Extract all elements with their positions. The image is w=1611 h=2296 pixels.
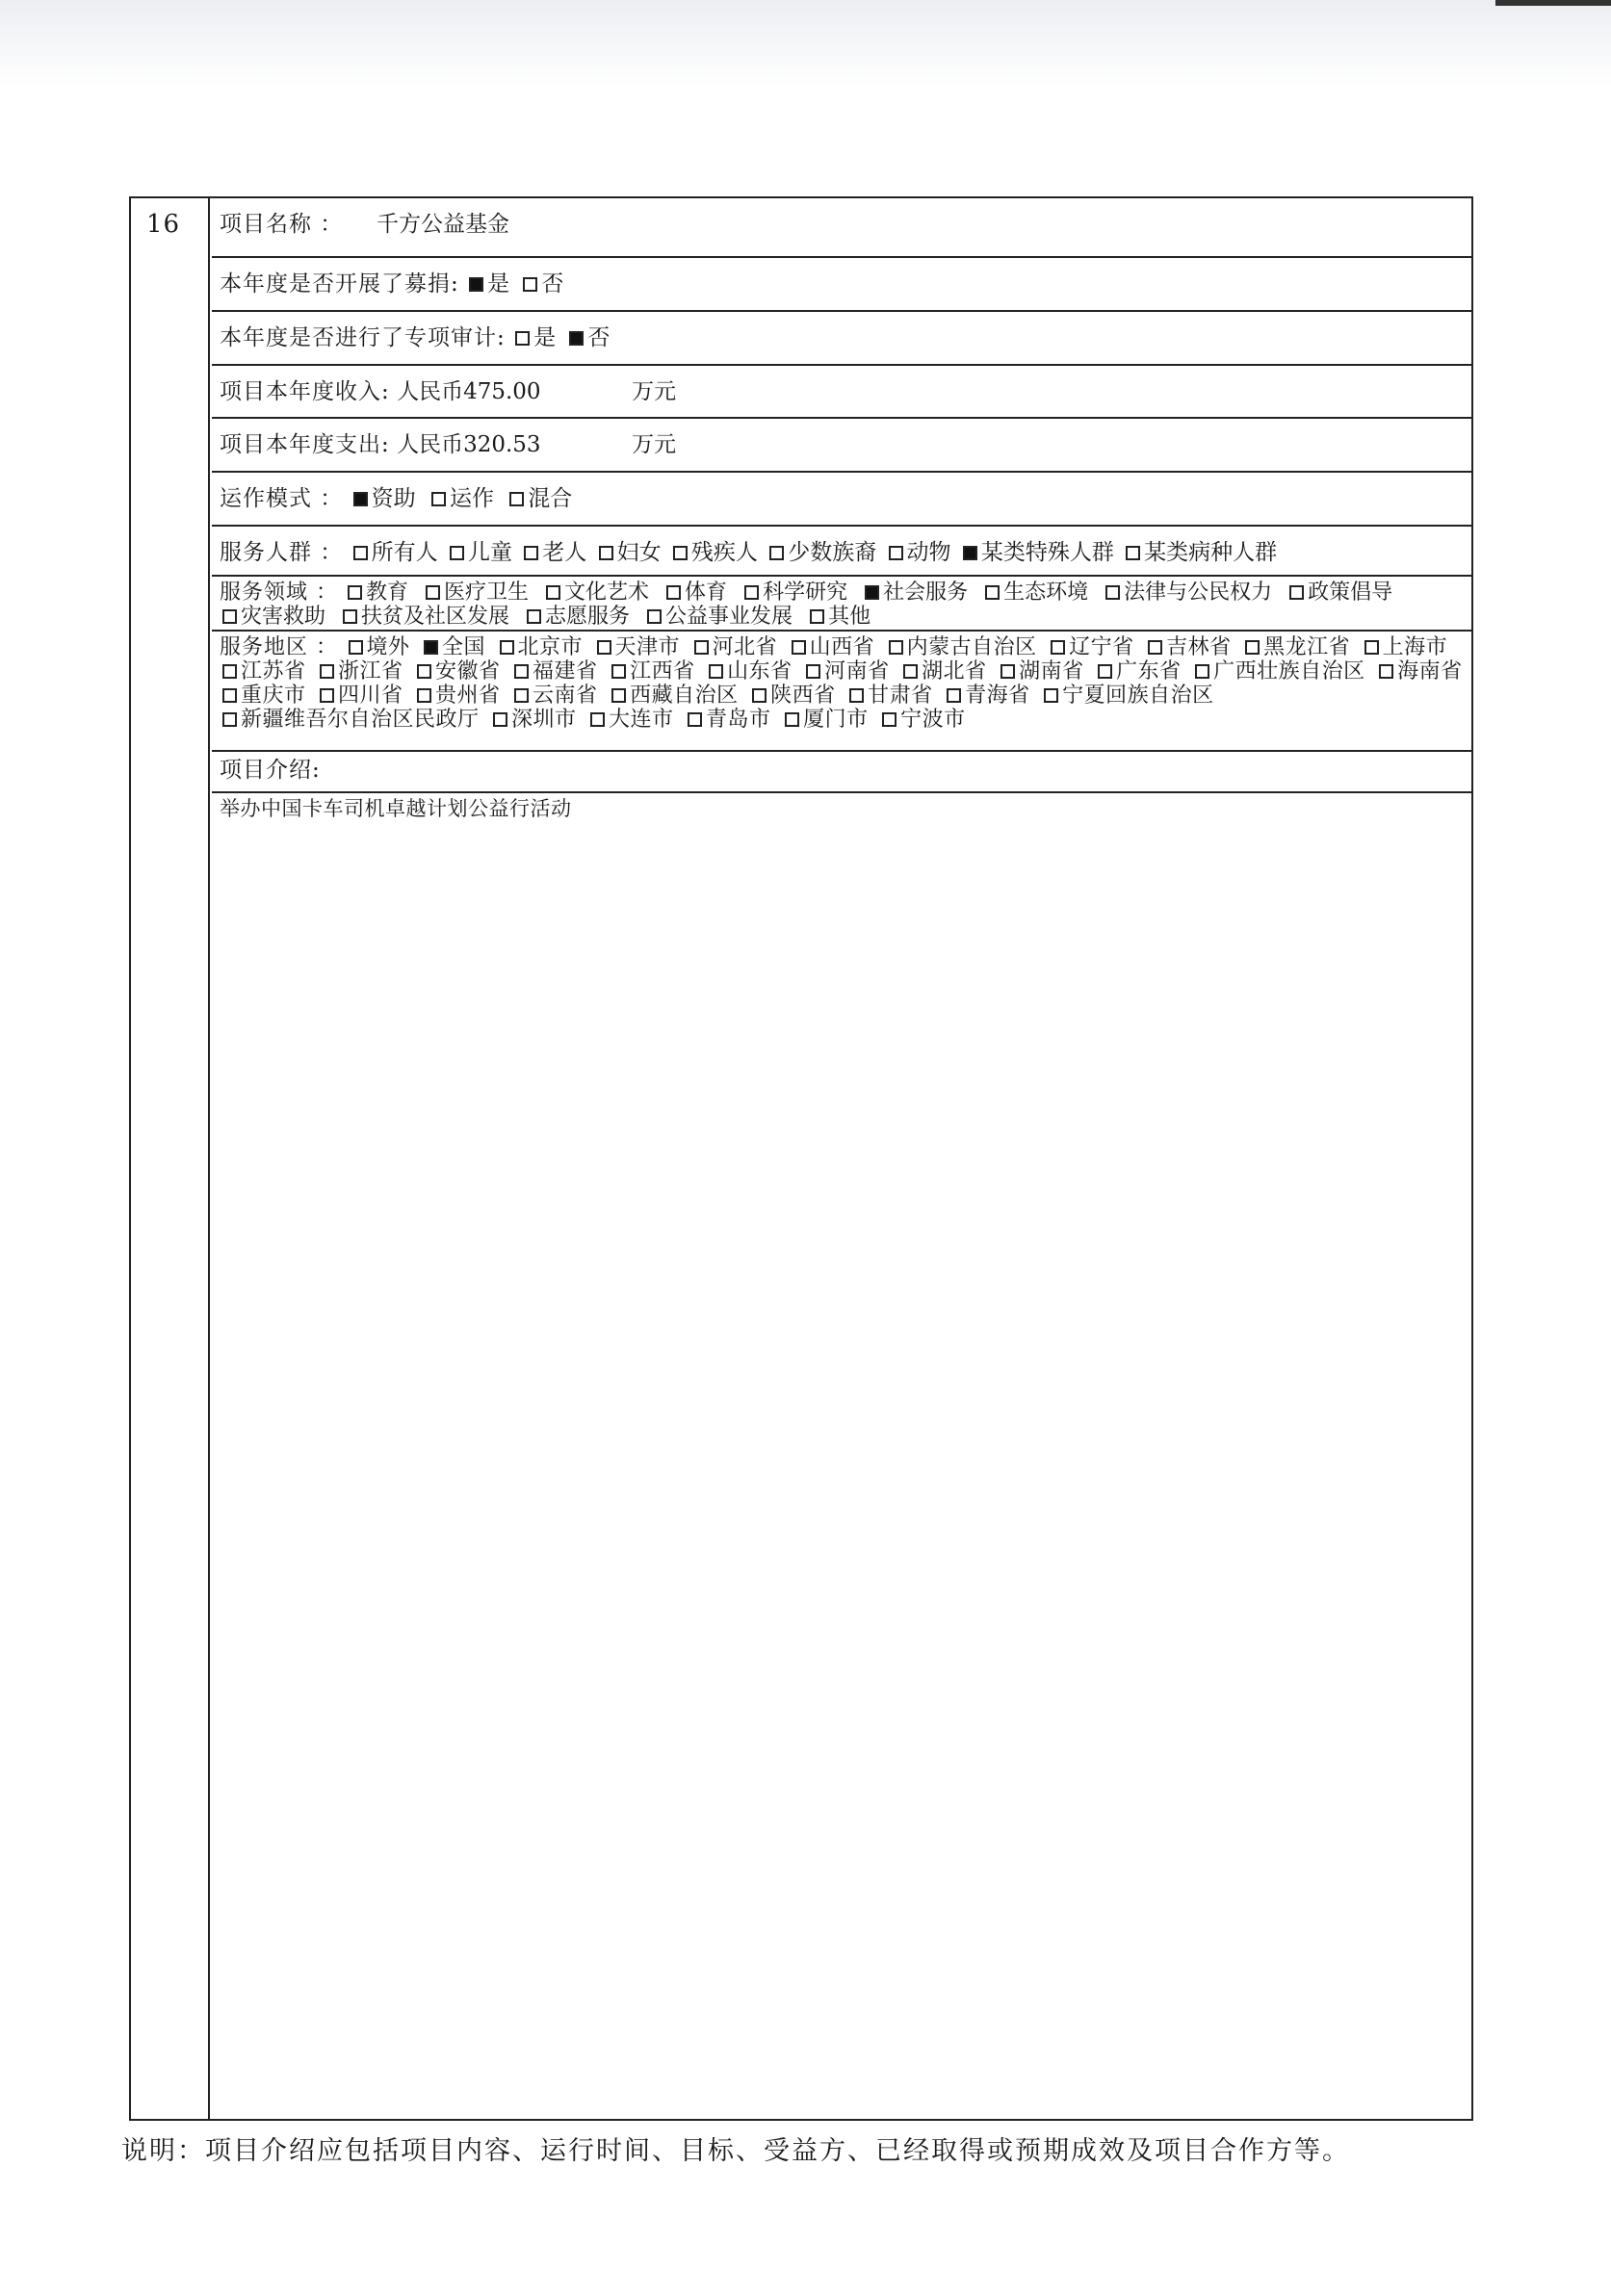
unchecked-box-icon[interactable] [599,546,613,560]
service-area-option[interactable] [511,684,598,708]
option-label: 全国 [442,635,486,659]
service-population-option[interactable] [521,540,586,565]
service-field-option[interactable] [543,580,649,605]
option-label: 安徽省 [435,659,501,684]
audit-options [512,325,613,350]
option-label: 大连市 [609,708,674,732]
audit-option[interactable] [566,325,610,350]
unchecked-box-icon[interactable] [590,712,605,727]
fundraising-label: 本年度是否开展了募捐: [220,271,459,297]
checked-box-icon[interactable] [424,640,438,655]
service-population-option[interactable] [596,540,662,565]
service-area-option[interactable] [1145,635,1232,659]
income-label: 项目本年度收入: [220,379,390,404]
unchecked-box-icon[interactable] [514,688,529,703]
unchecked-box-icon[interactable] [1105,585,1120,600]
service-area-option[interactable] [220,708,480,732]
service-area-option[interactable] [220,684,306,708]
unchecked-box-icon[interactable] [1044,688,1058,703]
option-label: 社会服务 [883,580,969,605]
checked-box-icon[interactable] [963,546,977,560]
unchecked-box-icon[interactable] [1126,546,1140,560]
option-label: 宁波市 [900,708,966,732]
service-area-option[interactable] [317,659,403,684]
service-area-option[interactable] [317,684,403,708]
unchecked-box-icon[interactable] [417,688,431,703]
checked-box-icon[interactable] [469,277,483,292]
unchecked-box-icon[interactable] [500,640,514,655]
option-label: 西藏自治区 [630,684,739,708]
unchecked-box-icon[interactable] [509,492,524,506]
service-area-option[interactable] [900,659,987,684]
option-label: 天津市 [614,635,681,659]
unchecked-box-icon[interactable] [320,688,334,703]
option-label: 教育 [366,580,409,605]
service-population-option[interactable] [447,540,512,565]
unchecked-box-icon[interactable] [1000,664,1015,679]
service-area-option[interactable] [1048,635,1134,659]
service-area-option[interactable] [1192,659,1365,684]
option-label: 河北省 [712,635,778,659]
option-label: 文化艺术 [564,580,650,605]
service-field-option[interactable] [524,605,630,629]
fundraising-options [466,271,567,297]
service-population-option[interactable] [670,540,758,565]
option-label: 公益事业发展 [665,605,793,629]
audit-option[interactable] [512,325,556,350]
option-label: 贵州省 [435,684,501,708]
income-currency: 人民币 [397,379,464,404]
unchecked-box-icon[interactable] [222,712,237,727]
service-area-option[interactable] [944,684,1030,708]
service-area-option[interactable] [414,684,501,708]
service-area-option[interactable] [1362,635,1448,659]
unchecked-box-icon[interactable] [1379,664,1393,679]
unchecked-box-icon[interactable] [611,688,626,703]
service-population-option[interactable] [960,540,1114,565]
option-label: 所有人 [371,540,438,565]
service-population-option[interactable] [1123,540,1277,565]
service-area-option[interactable] [998,659,1084,684]
option-label: 某类特殊人群 [980,540,1114,565]
unchecked-box-icon[interactable] [222,609,237,624]
row-expense [212,419,1471,473]
option-label: 志愿服务 [545,605,631,629]
row-service-field [212,577,1471,632]
service-area-option[interactable] [421,635,485,659]
unchecked-box-icon[interactable] [222,664,237,679]
service-area-option[interactable] [511,659,598,684]
row-service-population [212,527,1471,577]
introduction-text: 举办中国卡车司机卓越计划公益行活动 [220,797,572,820]
service-field-label: 服务领域 ： [220,580,338,605]
service-field-option[interactable] [982,580,1088,605]
service-area-option[interactable] [879,708,966,732]
item-number-column [131,198,210,2119]
option-label: 法律与公民权力 [1124,580,1273,605]
service-population-option[interactable] [886,540,951,565]
option-label: 混合 [528,486,573,511]
option-label: 四川省 [338,684,403,708]
project-name-label: 项目名称 ： [220,212,344,237]
unchecked-box-icon[interactable] [1245,640,1260,655]
service-area-option[interactable] [609,659,695,684]
unchecked-box-icon[interactable] [527,609,541,624]
option-label: 山西省 [809,635,875,659]
service-field-option[interactable] [862,580,968,605]
unchecked-box-icon[interactable] [889,640,903,655]
service-area-option[interactable] [220,659,306,684]
service-area-option[interactable] [1041,684,1214,708]
service-population-option[interactable] [351,540,438,565]
unchecked-box-icon[interactable] [810,609,824,624]
option-label: 政策倡导 [1308,580,1393,605]
fundraising-option[interactable] [466,271,509,297]
option-label: 境外 [366,635,410,659]
service-area-label: 服务地区 ： [220,635,338,659]
unchecked-box-icon[interactable] [849,688,864,703]
scan-shadow [0,0,1611,87]
service-field-option[interactable] [663,580,727,605]
service-area-option[interactable] [1095,659,1182,684]
project-name-value: 千方公益基金 [376,212,509,237]
unchecked-box-icon[interactable] [348,585,362,600]
service-area-options [220,635,1467,732]
service-area-option[interactable] [490,708,577,732]
option-label: 湖北省 [922,659,987,684]
checked-box-icon[interactable] [569,331,584,346]
service-area-option[interactable] [685,708,771,732]
unchecked-box-icon[interactable] [597,640,611,655]
unchecked-box-icon[interactable] [450,546,464,560]
unchecked-box-icon[interactable] [785,712,799,727]
service-area-option[interactable] [789,635,875,659]
row-fundraising [212,258,1471,312]
unchecked-box-icon[interactable] [889,546,903,560]
unchecked-box-icon[interactable] [1051,640,1065,655]
row-introduction [212,752,1471,793]
unchecked-box-icon[interactable] [792,640,806,655]
service-area-option[interactable] [587,708,674,732]
service-area-option[interactable] [803,659,890,684]
unchecked-box-icon[interactable] [709,664,723,679]
unchecked-box-icon[interactable] [431,492,446,506]
option-label: 科学研究 [763,580,848,605]
option-label: 江苏省 [241,659,306,684]
unchecked-box-icon[interactable] [611,664,626,679]
option-label: 医疗卫生 [444,580,530,605]
service-field-option[interactable] [340,605,509,629]
unchecked-box-icon[interactable] [882,712,896,727]
service-area-option[interactable] [691,635,778,659]
option-label: 福建省 [533,659,598,684]
option-label: 广东省 [1116,659,1182,684]
checked-box-icon[interactable] [865,585,879,600]
option-label: 江西省 [630,659,695,684]
option-label: 某类病种人群 [1144,540,1278,565]
unchecked-box-icon[interactable] [1148,640,1162,655]
unchecked-box-icon[interactable] [343,609,357,624]
option-label: 厦门市 [803,708,869,732]
unchecked-box-icon[interactable] [514,664,529,679]
operation-mode-option[interactable] [507,486,572,511]
unchecked-box-icon[interactable] [426,585,440,600]
checked-box-icon[interactable] [353,492,368,506]
option-label: 老人 [542,540,587,565]
unchecked-box-icon[interactable] [688,712,702,727]
footer-note: 说明：项目介绍应包括项目内容、运行时间、目标、受益方、已经取得或预期成效及项目合作方等。 [121,2136,1350,2166]
unchecked-box-icon[interactable] [353,546,368,560]
unchecked-box-icon[interactable] [1195,664,1209,679]
option-label: 重庆市 [241,684,306,708]
unchecked-box-icon[interactable] [417,664,431,679]
service-area-option[interactable] [886,635,1037,659]
option-label: 湖南省 [1019,659,1084,684]
option-label: 动物 [906,540,951,565]
service-area-option[interactable] [594,635,681,659]
fundraising-option[interactable] [520,271,563,297]
option-label: 青海省 [965,684,1030,708]
option-label: 广西壮族自治区 [1213,659,1365,684]
unchecked-box-icon[interactable] [320,664,334,679]
service-field-option[interactable] [644,605,793,629]
option-label: 灾害救助 [241,605,326,629]
service-field-option[interactable] [741,580,847,605]
unchecked-box-icon[interactable] [1364,640,1379,655]
row-project-name [212,198,1471,258]
option-label: 浙江省 [338,659,403,684]
option-label: 深圳市 [511,708,577,732]
project-form-table [129,196,1473,2121]
unchecked-box-icon[interactable] [546,585,560,600]
income-unit: 万元 [632,379,677,404]
row-service-area [212,632,1471,752]
unchecked-box-icon[interactable] [647,609,662,624]
option-label: 妇女 [616,540,662,565]
service-field-options [220,580,1400,629]
expense-unit: 万元 [632,432,677,457]
option-label: 资助 [371,486,416,511]
option-label: 北京市 [517,635,584,659]
unchecked-box-icon[interactable] [694,640,709,655]
unchecked-box-icon[interactable] [524,546,538,560]
row-operation-mode [212,473,1471,527]
option-label: 是 [487,271,510,297]
option-label: 少数族裔 [788,540,877,565]
option-label: 宁夏回族自治区 [1062,684,1214,708]
unchecked-box-icon[interactable] [493,712,507,727]
option-label: 陕西省 [770,684,836,708]
option-label: 运作 [449,486,494,511]
option-label: 否 [541,271,564,297]
unchecked-box-icon[interactable] [222,688,237,703]
option-label: 儿童 [467,540,512,565]
option-label: 扶贫及社区发展 [361,605,510,629]
service-area-option[interactable] [706,659,793,684]
service-field-option[interactable] [220,605,325,629]
service-area-option[interactable] [749,684,836,708]
row-income [212,366,1471,419]
option-label: 吉林省 [1166,635,1232,659]
service-area-option[interactable] [497,635,584,659]
income-amount: 475.00 [463,379,541,404]
unchecked-box-icon[interactable] [744,585,759,600]
option-label: 黑龙江省 [1263,635,1351,659]
option-label: 辽宁省 [1069,635,1134,659]
item-number: 16 [146,210,181,239]
option-label: 否 [587,325,611,350]
expense-label: 项目本年度支出: [220,432,390,457]
service-population-options [351,540,1280,565]
service-area-option[interactable] [782,708,869,732]
service-area-option[interactable] [846,684,933,708]
row-audit [212,312,1471,366]
service-population-option[interactable] [767,540,876,565]
expense-currency: 人民币 [397,432,464,457]
option-label: 是 [533,325,557,350]
unchecked-box-icon[interactable] [985,585,1000,600]
service-field-option[interactable] [423,580,529,605]
form-content [212,198,1471,2119]
service-area-option[interactable] [1242,635,1350,659]
service-area-option[interactable] [1376,659,1463,684]
service-field-option[interactable] [345,580,408,605]
option-label: 云南省 [533,684,598,708]
unchecked-box-icon[interactable] [523,277,537,292]
service-area-option[interactable] [346,635,410,659]
option-label: 新疆维吾尔自治区民政厅 [241,708,480,732]
option-label: 上海市 [1382,635,1448,659]
expense-amount: 320.53 [463,432,541,457]
unchecked-box-icon[interactable] [947,688,961,703]
unchecked-box-icon[interactable] [673,546,688,560]
operation-mode-option[interactable] [351,486,416,511]
service-field-option[interactable] [1286,580,1392,605]
operation-mode-options [351,486,579,511]
service-area-option[interactable] [414,659,501,684]
unchecked-box-icon[interactable] [666,585,681,600]
option-label: 海南省 [1397,659,1463,684]
option-label: 内蒙古自治区 [906,635,1037,659]
unchecked-box-icon[interactable] [515,331,530,346]
service-area-option[interactable] [609,684,739,708]
unchecked-box-icon[interactable] [806,664,820,679]
option-label: 残疾人 [690,540,758,565]
audit-label: 本年度是否进行了专项审计: [220,325,506,350]
unchecked-box-icon[interactable] [752,688,767,703]
service-field-option[interactable] [807,605,870,629]
unchecked-box-icon[interactable] [903,664,918,679]
unchecked-box-icon[interactable] [1098,664,1112,679]
introduction-label: 项目介绍: [220,758,321,783]
operation-mode-option[interactable] [429,486,494,511]
option-label: 河南省 [824,659,890,684]
scan-edge [1495,0,1611,6]
unchecked-box-icon[interactable] [349,640,363,655]
option-label: 甘肃省 [868,684,933,708]
option-label: 青岛市 [706,708,771,732]
service-field-option[interactable] [1103,580,1272,605]
unchecked-box-icon[interactable] [1289,585,1304,600]
service-population-label: 服务人群 ： [220,540,344,565]
unchecked-box-icon[interactable] [769,546,784,560]
option-label: 生态环境 [1003,580,1089,605]
option-label: 其他 [828,605,871,629]
option-label: 体育 [685,580,728,605]
option-label: 山东省 [727,659,793,684]
operation-mode-label: 运作模式 ： [220,486,344,511]
